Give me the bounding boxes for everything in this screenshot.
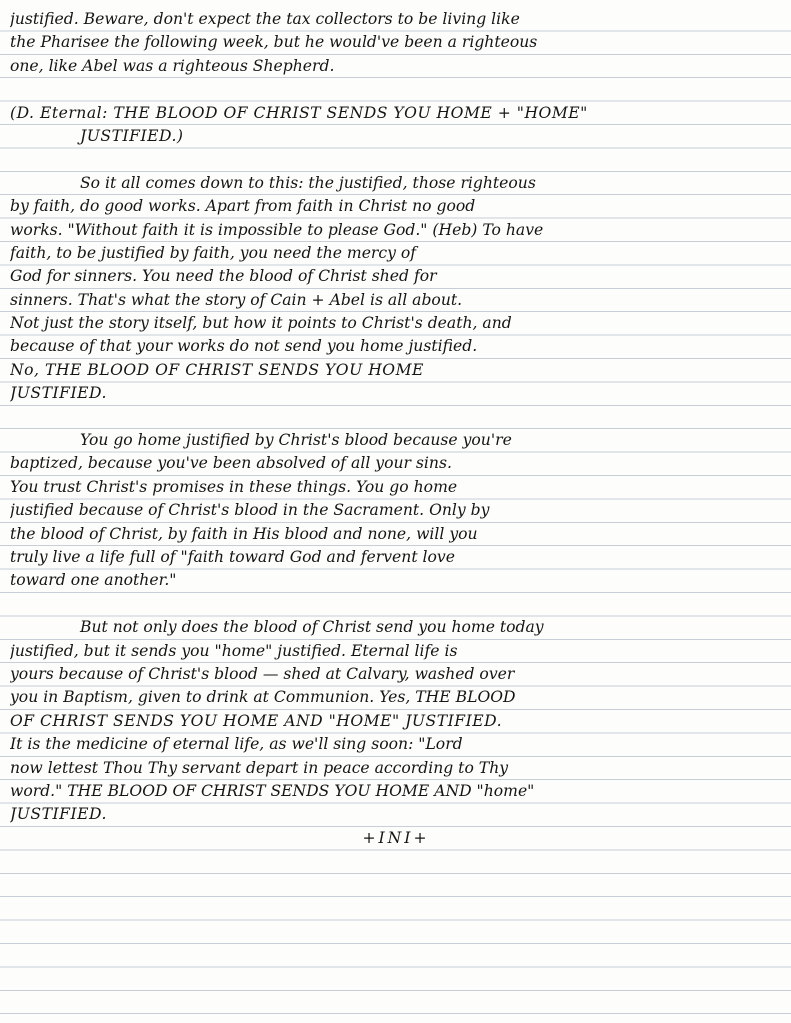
text-line: You go home justified by Christ's blood because you're	[80, 431, 512, 450]
text-line: justified, but it sends you "home" justified. Eternal life is	[10, 641, 458, 660]
text-line: works. "Without faith it is impossible to please God." (Heb) To have	[10, 220, 544, 239]
blank-line	[10, 148, 782, 171]
text-line: It is the medicine of eternal life, as we'll sing soon: "Lord	[10, 735, 463, 754]
text-line: sinners. That's what the story of Cain + Abel is all about.	[10, 290, 463, 309]
text-line: justified. Beware, don't expect the tax collectors to be living like	[10, 10, 520, 28]
blank-line	[10, 593, 782, 616]
text-line: now lettest Thou Thy servant depart in peace according to Thy	[10, 758, 509, 777]
blank-line	[10, 406, 782, 429]
text-line: word." THE BLOOD OF CHRIST SENDS YOU HOME AND "home"	[10, 781, 535, 800]
text-line: yours because of Christ's blood — shed at Calvary, washed over	[10, 664, 515, 683]
text-line: justified because of Christ's blood in the Sacrament. Only by	[10, 501, 490, 520]
text-line: But not only does the blood of Christ send you home today	[80, 618, 544, 637]
text-line: No, THE BLOOD OF CHRIST SENDS YOU HOME	[10, 360, 424, 379]
text-line: JUSTIFIED.	[10, 805, 107, 824]
text-line: truly live a life full of "faith toward God and fervent love	[10, 547, 455, 566]
text-line: the blood of Christ, by faith in His blood and none, will you	[10, 524, 478, 543]
handwritten-text	[10, 8, 782, 850]
text-line: God for sinners. You need the blood of Christ shed for	[10, 267, 437, 286]
text-line: So it all comes down to this: the justified, those righteous	[80, 173, 536, 192]
text-line: because of that your works do not send you home justified.	[10, 337, 478, 356]
text-line: you in Baptism, given to drink at Communion. Yes, THE BLOOD	[10, 688, 516, 707]
blank-line	[10, 78, 782, 101]
text-line: toward one another."	[10, 571, 177, 590]
closing-mark: +INI+	[362, 828, 430, 847]
text-line: by faith, do good works. Apart from faith in Christ no good	[10, 197, 476, 216]
text-line: baptized, because you've been absolved of all your sins.	[10, 454, 452, 473]
section-heading-cont: JUSTIFIED.)	[80, 126, 184, 145]
text-line: JUSTIFIED.	[10, 384, 107, 403]
text-line: one, like Abel was a righteous Shepherd.	[10, 56, 335, 75]
text-line: faith, to be justified by faith, you need the mercy of	[10, 243, 417, 262]
text-line: the Pharisee the following week, but he would've been a righteous	[10, 33, 538, 52]
section-heading: (D. Eternal: THE BLOOD OF CHRIST SENDS YOU HOME + "HOME"	[10, 103, 588, 122]
text-line: Not just the story itself, but how it points to Christ's death, and	[10, 314, 512, 333]
text-line: You trust Christ's promises in these things. You go home	[10, 477, 458, 496]
text-line: OF CHRIST SENDS YOU HOME AND "HOME" JUSTIFIED.	[10, 711, 503, 730]
